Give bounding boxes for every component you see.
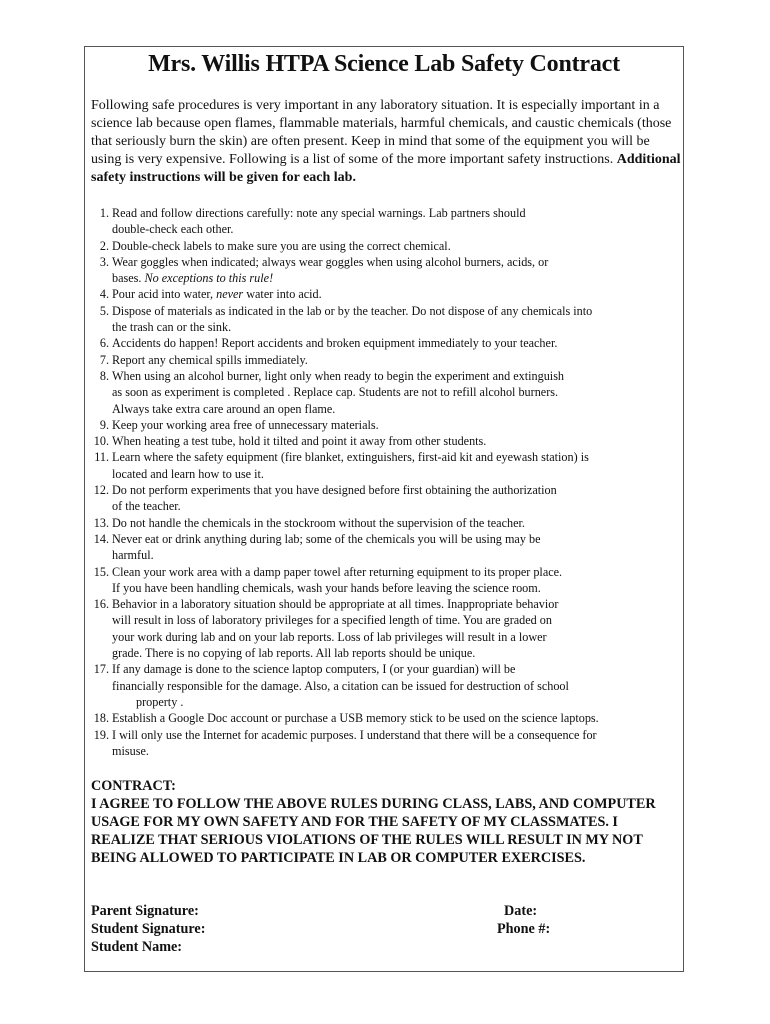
rule-item xyxy=(91,417,681,433)
rule-item xyxy=(91,286,681,302)
rule-text: the trash can or the sink. xyxy=(112,320,232,335)
rule-text: Clean your work area with a damp paper towel after returning equipment to its proper place. xyxy=(112,564,563,579)
student-name-row xyxy=(91,938,681,956)
rule-text: Double-check labels to make sure you are using the correct chemical. xyxy=(112,238,451,253)
student-signature-label: Student Signature: xyxy=(91,921,206,937)
rules-list xyxy=(91,205,681,759)
rule-number: 10. xyxy=(93,434,109,449)
rule-text: Do not perform experiments that you have designed before first obtaining the authorization xyxy=(112,483,557,498)
page-title: Mrs. Willis HTPA Science Lab Safety Contract xyxy=(148,51,620,77)
rule-item xyxy=(91,515,681,531)
rule-text: will result in loss of laboratory privileges for a specified length of time. You are graded on xyxy=(112,613,552,628)
rule-text: Always take extra care around an open flame. xyxy=(112,401,336,416)
rule-number: 16. xyxy=(93,597,109,612)
rule-emphasis: never xyxy=(216,287,244,302)
parent-signature-row xyxy=(91,902,681,920)
rule-number: 11. xyxy=(94,450,109,465)
rule-item xyxy=(91,254,681,287)
rule-text: When using an alcohol burner, light only when ready to begin the experiment and extinguish xyxy=(112,368,565,383)
rule-number: 9. xyxy=(99,417,109,432)
rule-number: 12. xyxy=(93,483,109,498)
rule-text: Read and follow directions carefully: note any special warnings. Lab partners should xyxy=(112,206,526,220)
rule-item xyxy=(91,238,681,254)
rule-text: grade. There is no copying of lab reports. All lab reports should be unique. xyxy=(112,646,476,661)
rule-text: of the teacher. xyxy=(112,499,181,514)
student-signature-row xyxy=(91,920,681,938)
rule-text: I will only use the Internet for academic purposes. I understand that there will be a consequence for xyxy=(112,727,597,742)
rule-emphasis: No exceptions to this rule! xyxy=(144,271,274,286)
rule-number: 17. xyxy=(93,662,109,677)
intro-paragraph xyxy=(91,97,681,187)
phone-label: Phone #: xyxy=(497,921,551,937)
rule-item xyxy=(91,482,681,515)
rule-text: Behavior in a laboratory situation should be appropriate at all times. Inappropriate behavior xyxy=(112,597,559,612)
rule-number: 2. xyxy=(99,238,109,253)
rule-number: 13. xyxy=(93,515,109,530)
rule-item xyxy=(91,727,681,760)
rule-item xyxy=(91,433,681,449)
rule-number: 8. xyxy=(99,368,109,383)
rule-text: Keep your working area free of unnecessary materials. xyxy=(112,417,379,432)
rule-text: Report any chemical spills immediately. xyxy=(112,352,308,367)
rule-item xyxy=(91,710,681,726)
contract-body: I AGREE TO FOLLOW THE ABOVE RULES DURING CLASS, LABS, AND COMPUTER USAGE FOR MY OWN SAFETY AND FOR THE SAFETY OF MY CLASSMATES. I REALIZE THAT SERIOUS VIOLATIONS OF THE RULES WILL RESULT IN MY NOT BEING ALLOWED TO PARTICIPATE IN LAB OR COMPUTER EXERCISES. xyxy=(91,796,656,866)
rule-text: Dispose of materials as indicated in the lab or by the teacher. Do not dispose of any chemicals into xyxy=(112,303,593,318)
rule-text: Pour acid into water, never water into acid. xyxy=(112,287,322,302)
rule-item xyxy=(91,596,681,661)
rule-text: Accidents do happen! Report accidents and broken equipment immediately to your teacher. xyxy=(112,336,558,351)
intro-text: Following safe procedures is very important in any laboratory situation. It is especially important in a science lab because open flames, flammable materials, harmful chemicals, and caustic chemicals (those that seriously burn the skin) are often present. Keep in mind that some of the equipment you will be using is very expensive. Following is a list of some of the more important safety instructions. xyxy=(91,98,672,167)
rule-text: Wear goggles when indicated; always wear goggles when using alcohol burners, acids, or xyxy=(112,254,549,269)
rule-text: Learn where the safety equipment (fire blanket, extinguishers, first-aid kit and eyewash station) is xyxy=(112,450,589,465)
rule-text: If you have been handling chemicals, wash your hands before leaving the science room. xyxy=(112,580,541,595)
intro-bold-note: Additional safety instructions will be given for each lab. xyxy=(91,152,681,185)
rule-item xyxy=(91,564,681,597)
rule-number: 1. xyxy=(99,206,109,220)
rule-number: 3. xyxy=(99,254,109,269)
date-label: Date: xyxy=(504,903,538,919)
rule-text: bases. No exceptions to this rule! xyxy=(112,271,274,286)
rule-number: 14. xyxy=(93,531,109,546)
rule-number: 6. xyxy=(99,336,109,351)
rule-item xyxy=(91,335,681,351)
student-name-label: Student Name: xyxy=(91,939,183,955)
rule-number: 19. xyxy=(93,727,109,742)
parent-signature-label: Parent Signature: xyxy=(91,903,199,919)
rule-number: 4. xyxy=(99,287,109,302)
contract-heading: CONTRACT: xyxy=(91,778,176,794)
contract-statement xyxy=(91,777,685,867)
rule-text: When heating a test tube, hold it tilted and point it away from other students. xyxy=(112,434,487,449)
rule-text: Establish a Google Doc account or purchase a USB memory stick to be used on the science laptops. xyxy=(112,711,599,726)
rule-item xyxy=(91,661,681,710)
rule-text: as soon as experiment is completed . Replace cap. Students are not to refill alcohol burners. xyxy=(112,385,559,400)
rule-text: misuse. xyxy=(112,743,149,758)
rule-text: Never eat or drink anything during lab; some of the chemicals you will be using may be xyxy=(112,531,541,546)
rule-item xyxy=(91,303,681,336)
rule-text: property . xyxy=(136,694,184,709)
rule-text: located and learn how to use it. xyxy=(112,466,264,481)
contract-page xyxy=(84,46,684,972)
rule-text: If any damage is done to the science laptop computers, I (or your guardian) will be xyxy=(112,662,516,677)
rule-item xyxy=(91,352,681,368)
rule-number: 7. xyxy=(99,352,109,367)
rule-number: 18. xyxy=(93,711,109,726)
rule-text: your work during lab and on your lab reports. Loss of lab privileges will result in a lower xyxy=(112,629,547,644)
rule-item xyxy=(91,368,681,417)
rule-text: harmful. xyxy=(112,548,154,563)
rule-number: 5. xyxy=(99,303,109,318)
rule-text: double-check each other. xyxy=(112,222,234,237)
rule-number: 15. xyxy=(93,564,109,579)
rule-item xyxy=(91,205,681,238)
rule-text: Do not handle the chemicals in the stockroom without the supervision of the teacher. xyxy=(112,515,525,530)
rule-item xyxy=(91,449,681,482)
rule-text: financially responsible for the damage. Also, a citation can be issued for destruction of school xyxy=(112,678,569,693)
rule-item xyxy=(91,531,681,564)
signature-block xyxy=(91,902,681,956)
